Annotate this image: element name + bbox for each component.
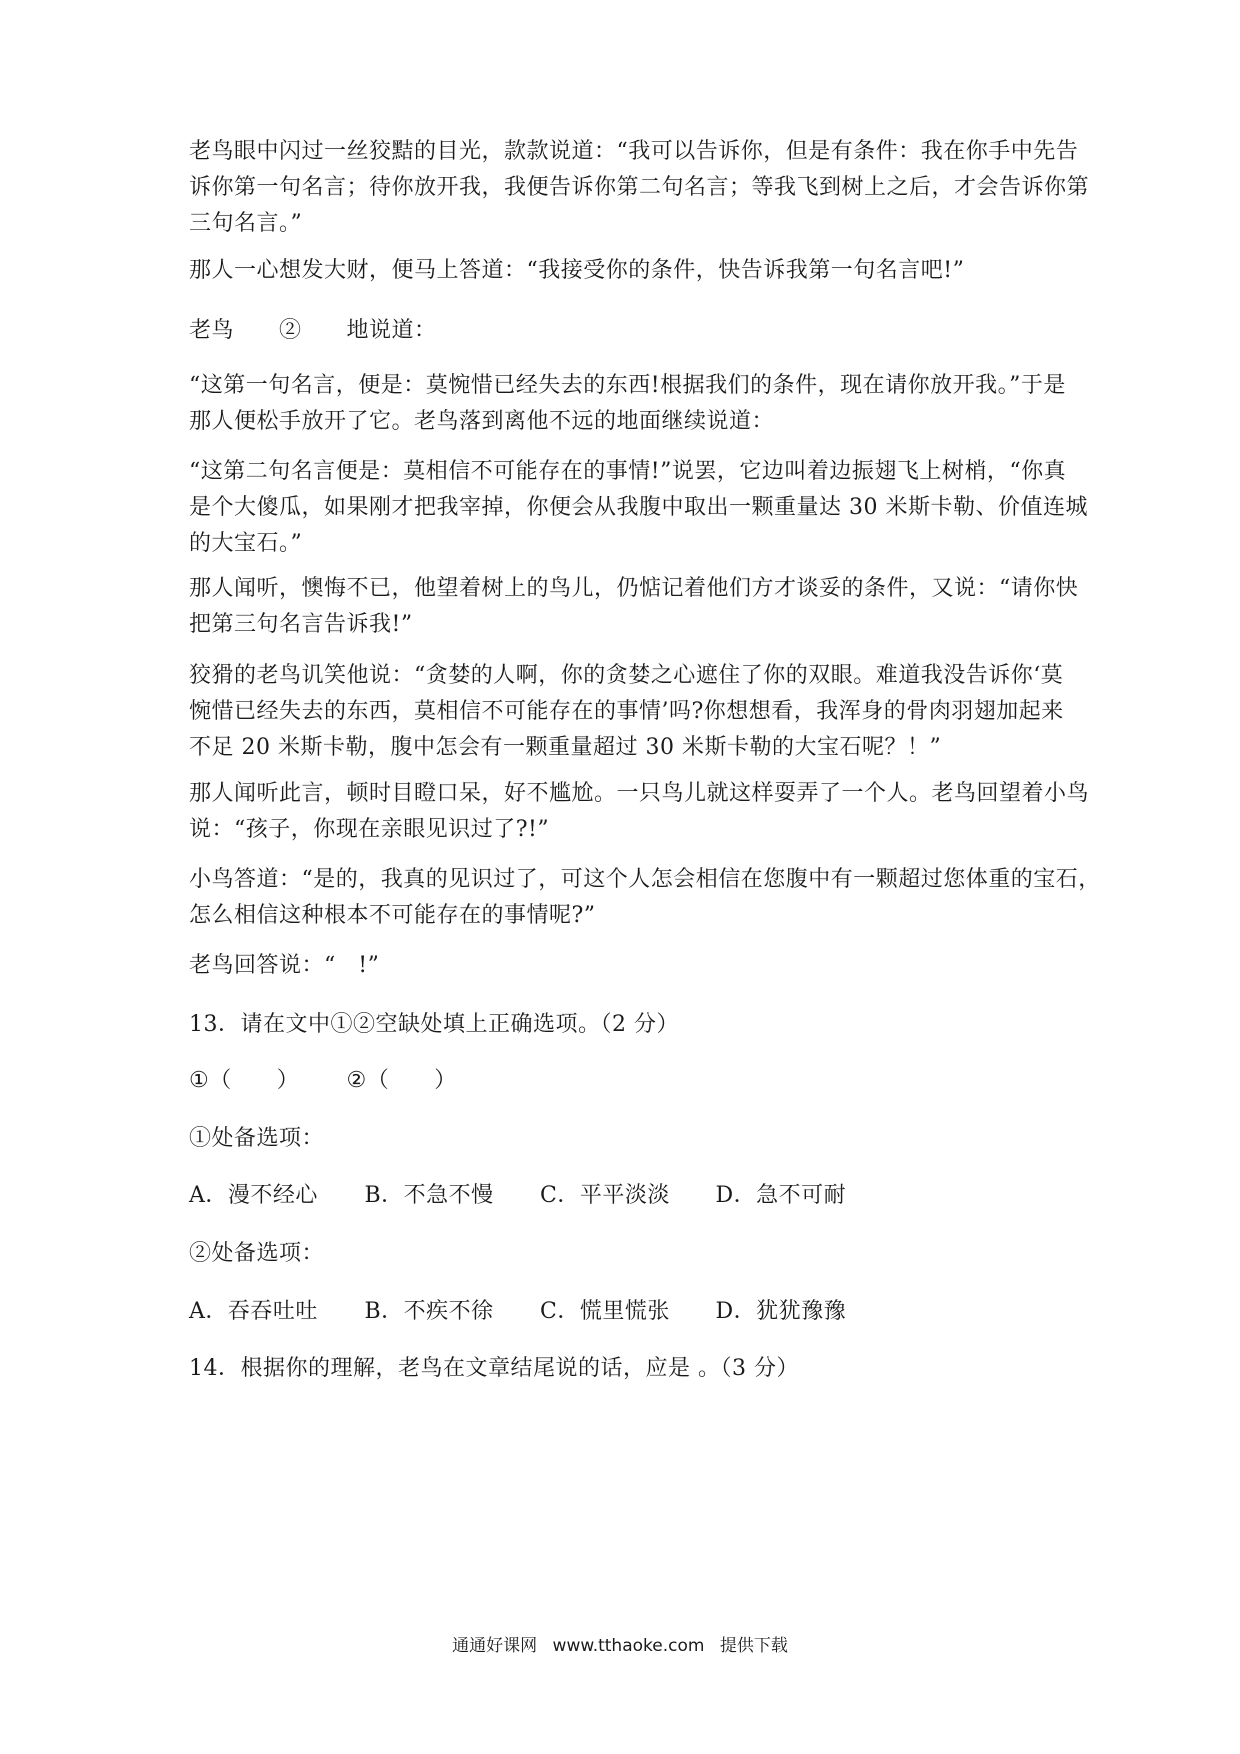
text-line: 说：“孩子，你现在亲眼见识过了?!” bbox=[189, 817, 550, 842]
text-line: 三句名言。” bbox=[189, 211, 303, 236]
passage-paragraph-8 bbox=[189, 776, 1090, 848]
footer-url: www.tthaoke.com bbox=[552, 1636, 705, 1656]
option-2b: B．不疾不徐 bbox=[364, 1299, 494, 1324]
text-line: 老鸟眼中闪过一丝狡黠的目光，款款说道：“我可以告诉你，但是有条件：我在你手中先告 bbox=[189, 139, 1079, 164]
footer-suffix: 提供下载 bbox=[719, 1636, 788, 1656]
text-line: 老鸟 ② 地说道： bbox=[189, 318, 437, 343]
passage-paragraph-9 bbox=[189, 862, 1101, 934]
footer-site-name: 通通好课网 bbox=[452, 1636, 538, 1656]
blank-2: ②（ ） bbox=[346, 1068, 457, 1093]
question-13-blanks bbox=[189, 1063, 457, 1099]
option-1a: A．漫不经心 bbox=[189, 1183, 318, 1208]
blank-1: ①（ ） bbox=[189, 1068, 300, 1093]
option-2d: D．犹犹豫豫 bbox=[715, 1299, 847, 1324]
text-line: 那人闻听，懊悔不已，他望着树上的鸟儿，仍惦记着他们方才谈妥的条件，又说：“请你快 bbox=[189, 576, 1079, 601]
passage-paragraph-5 bbox=[189, 454, 1088, 562]
passage-paragraph-3 bbox=[189, 313, 1059, 349]
text-line: 不足 20 米斯卡勒，腹中怎会有一颗重量超过 30 米斯卡勒的大宝石呢？！” bbox=[189, 735, 942, 760]
text-line: “这第一句名言，便是：莫惋惜已经失去的东西!根据我们的条件，现在请你放开我。”于是 bbox=[189, 373, 1066, 398]
passage-paragraph-1 bbox=[189, 134, 1090, 242]
page-footer bbox=[0, 1632, 1240, 1660]
text-line: 老鸟回答说：“ !” bbox=[189, 953, 380, 978]
option-2c: C．慌里慌张 bbox=[540, 1299, 670, 1324]
text-line: 小鸟答道：“是的，我真的见识过了，可这个人怎会相信在您腹中有一颗超过您体重的宝石， bbox=[189, 867, 1101, 892]
text-line: 是个大傻瓜，如果刚才把我宰掉，你便会从我腹中取出一颗重量达 30 米斯卡勒、价值连城 bbox=[189, 495, 1088, 520]
option-group-1 bbox=[189, 1178, 846, 1214]
text-line: 那人闻听此言，顿时目瞪口呆，好不尴尬。一只鸟儿就这样耍弄了一个人。老鸟回望着小鸟 bbox=[189, 781, 1090, 806]
text-line: 惋惜已经失去的东西，莫相信不可能存在的事情’吗?你想想看，我浑身的骨肉羽翅加起来 bbox=[189, 699, 1064, 724]
text-line: 诉你第一句名言；待你放开我，我便告诉你第二句名言；等我飞到树上之后，才会告诉你第 bbox=[189, 175, 1090, 200]
text-line: 怎么相信这种根本不可能存在的事情呢?” bbox=[189, 903, 596, 928]
passage-paragraph-10 bbox=[189, 948, 1059, 984]
passage-paragraph-7 bbox=[189, 658, 1064, 766]
option-group-2-label: ②处备选项： bbox=[189, 1241, 325, 1266]
option-2a: A．吞吞吐吐 bbox=[189, 1299, 318, 1324]
text-line: 狡猾的老鸟讥笑他说：“贪婪的人啊，你的贪婪之心遮住了你的双眼。难道我没告诉你‘莫 bbox=[189, 663, 1064, 688]
option-1d: D．急不可耐 bbox=[715, 1183, 847, 1208]
option-group-2 bbox=[189, 1294, 846, 1330]
option-1b: B．不急不慢 bbox=[364, 1183, 494, 1208]
text-line: 那人一心想发大财，便马上答道：“我接受你的条件，快告诉我第一句名言吧!” bbox=[189, 258, 965, 283]
option-1c: C．平平淡淡 bbox=[540, 1183, 670, 1208]
text-line: 把第三句名言告诉我!” bbox=[189, 612, 413, 637]
text-line: 的大宝石。” bbox=[189, 531, 303, 556]
passage-paragraph-2 bbox=[189, 253, 1059, 289]
text-line: “这第二句名言便是：莫相信不可能存在的事情!”说罢，它边叫着边振翅飞上树梢，“你真 bbox=[189, 459, 1067, 484]
question-14-title: 14．根据你的理解，老鸟在文章结尾说的话，应是 。（3 分） bbox=[189, 1356, 799, 1381]
passage-paragraph-6 bbox=[189, 571, 1079, 643]
passage-paragraph-4 bbox=[189, 368, 1066, 440]
option-group-1-label: ①处备选项： bbox=[189, 1126, 325, 1151]
question-13-title: 13．请在文中①②空缺处填上正确选项。（2 分） bbox=[189, 1012, 679, 1037]
text-line: 那人便松手放开了它。老鸟落到离他不远的地面继续说道： bbox=[189, 409, 775, 434]
